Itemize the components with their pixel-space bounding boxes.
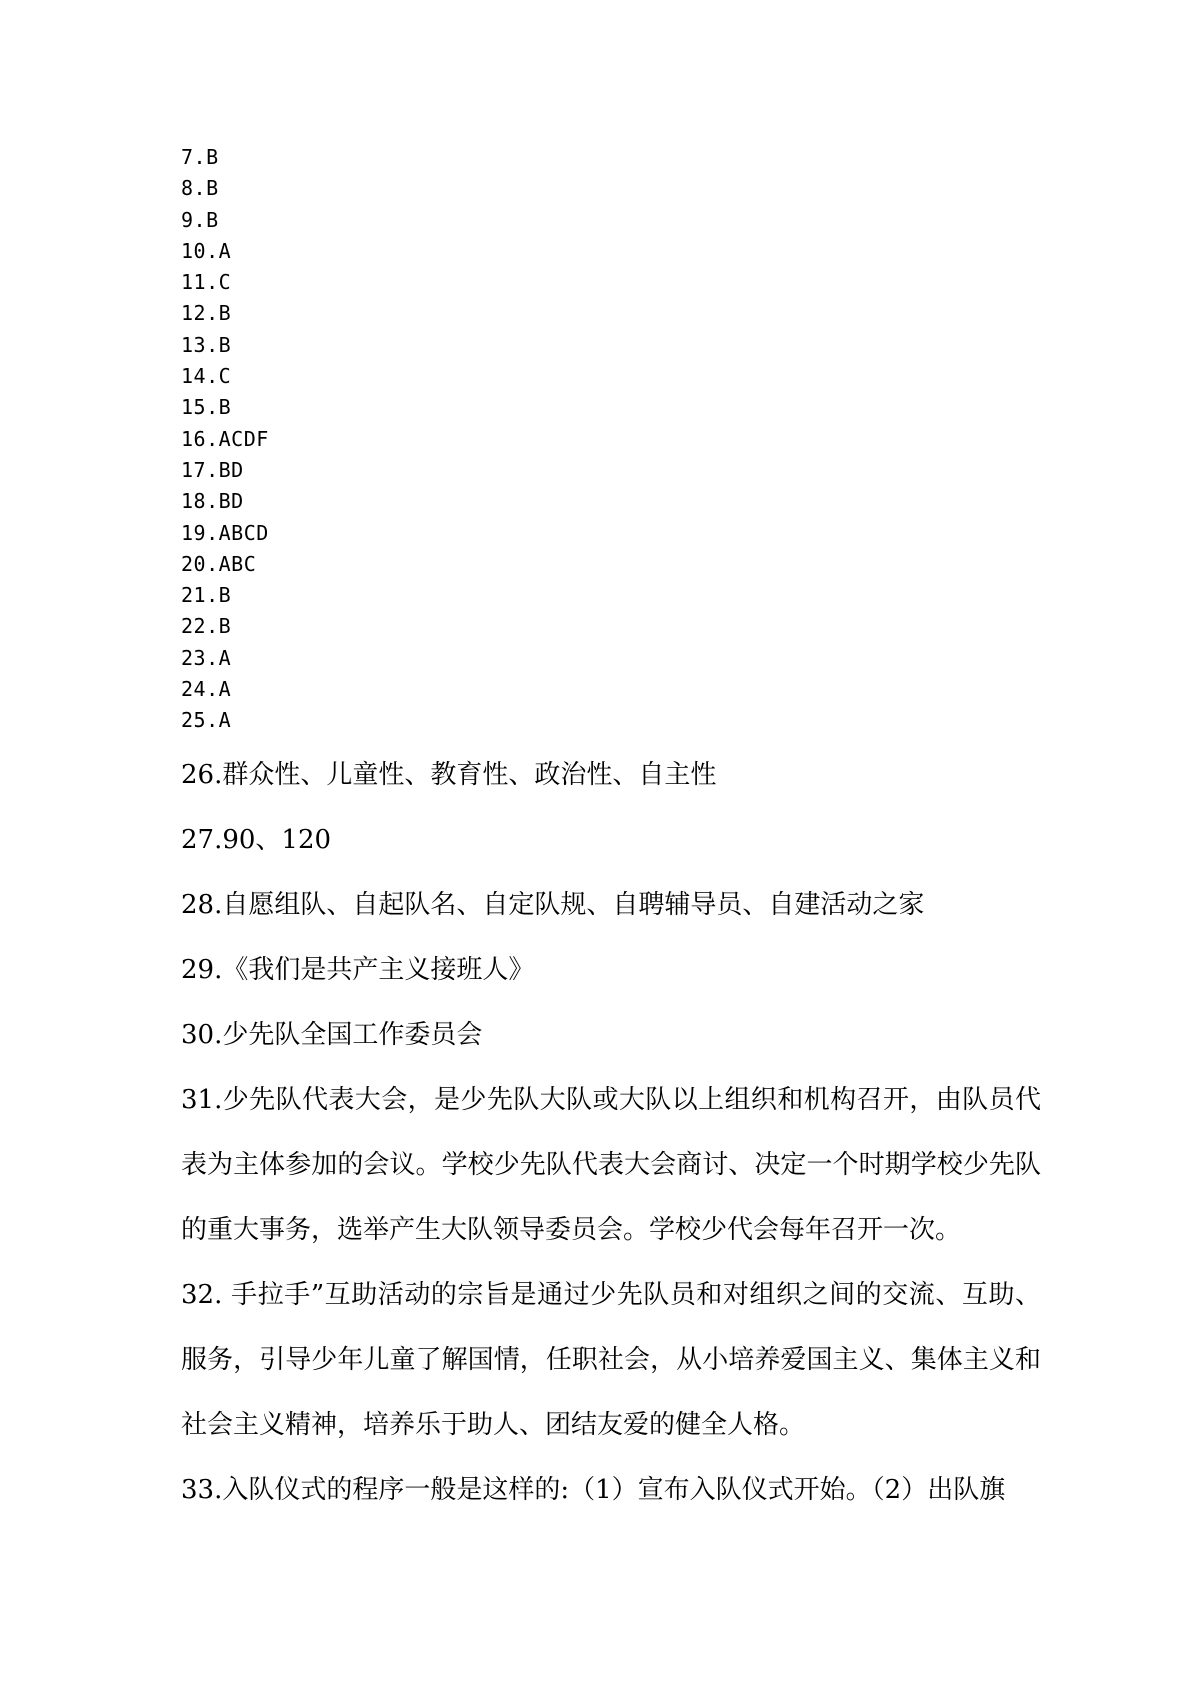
answer-item: 23.A — [181, 645, 232, 670]
answer-item: 17.BD — [181, 457, 244, 482]
answer-item: 10.A — [181, 238, 232, 263]
answer-paragraph: 27.90、120 — [181, 824, 332, 855]
answer-item: 9.B — [181, 207, 219, 232]
answer-paragraph: 31.少先队代表大会，是少先队大队或大队以上组织和机构召开，由队员代表为主体参加的会议。学校少先队代表大会商讨、决定一个时期学校少先队的重大事务，选举产生大队领导委员会。学校少代会每年召开一次。 — [181, 1084, 1041, 1245]
answer-item: 24.A — [181, 677, 232, 702]
answer-item: 16.ACDF — [181, 426, 269, 451]
answer-paragraph: 28.自愿组队、自起队名、自定队规、自聘辅导员、自建活动之家 — [181, 889, 925, 920]
answer-item: 25.A — [181, 708, 232, 733]
answer-item: 11.C — [181, 270, 232, 295]
answer-paragraph: 29.《我们是共产主义接班人》 — [181, 954, 535, 985]
answer-paragraph: 30.少先队全国工作委员会 — [181, 1019, 483, 1050]
written-answers-list — [181, 743, 1041, 1523]
answer-item: 22.B — [181, 614, 232, 639]
answer-key-page — [181, 142, 1041, 1523]
answer-item: 19.ABCD — [181, 520, 269, 545]
answer-paragraph: 32. 手拉手”互助活动的宗旨是通过少先队员和对组织之间的交流、互助、服务，引导少年儿童了解国情，任职社会，从小培养爱国主义、集体主义和社会主义精神，培养乐于助人、团结友爱的健全人格。 — [181, 1279, 1041, 1440]
answer-item: 15.B — [181, 395, 232, 420]
answer-item: 7.B — [181, 145, 219, 169]
answer-paragraph: 26.群众性、儿童性、教育性、政治性、自主性 — [181, 759, 717, 790]
answer-item: 21.B — [181, 583, 232, 608]
answer-item: 20.ABC — [181, 551, 257, 576]
answer-item: 8.B — [181, 176, 219, 201]
answer-paragraph: 33.入队仪式的程序一般是这样的:（1）宣布入队仪式开始。（2）出队旗 — [181, 1474, 1006, 1505]
answer-item: 13.B — [181, 332, 232, 357]
answer-item: 14.C — [181, 364, 232, 389]
choice-answers-list — [181, 142, 1041, 737]
answer-item: 18.BD — [181, 489, 244, 514]
answer-item: 12.B — [181, 301, 232, 326]
